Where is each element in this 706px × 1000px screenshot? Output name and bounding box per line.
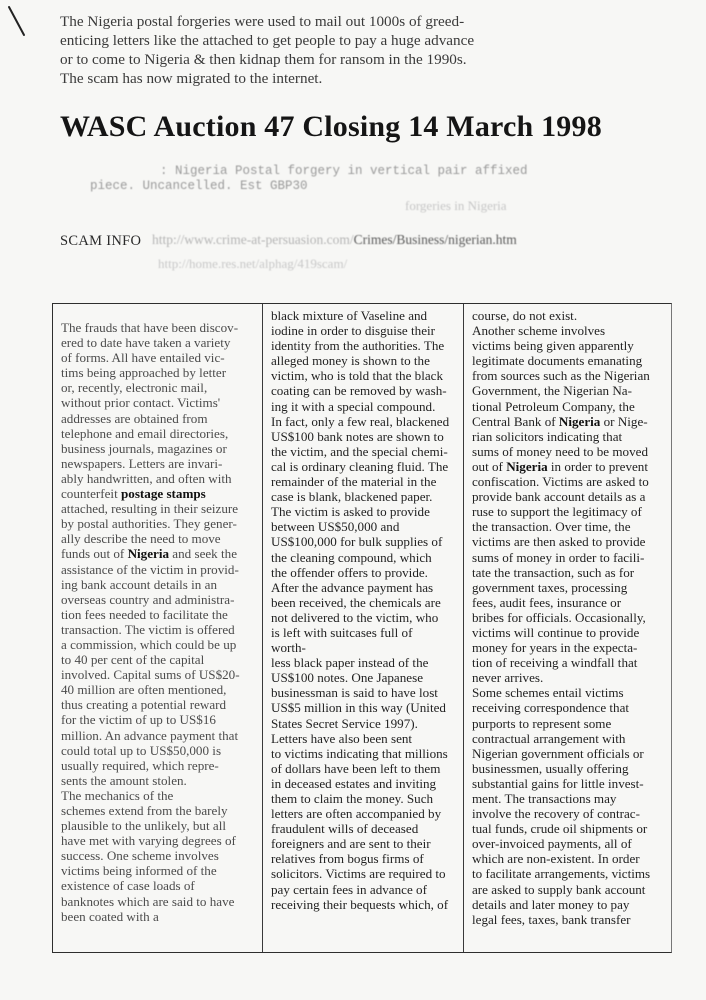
highlight-nigeria: Nigeria (127, 546, 170, 562)
column-3-text-b: or Nige- rian solicitors indicating that sums of money need to be moved out of (472, 413, 649, 474)
article-clipping (52, 303, 672, 953)
lot-description (90, 164, 650, 194)
highlight-postage-stamps: postage stamps (120, 486, 206, 502)
column-1-text-b: attached, resulting in their seizure by postal authorities. They gener- ally describe the need to move funds out of (61, 501, 239, 562)
column-1-text-c: and seek the assistance of the victim in provid- ing bank account details in an overseas country and administra- tion fees needed to facilitate the transaction. The victim is offered a commission, which could be up to 40 per cent of the capital involved. Capital sums of US$20- 40 million are often mentioned, thus creating a potential reward for the victim of up to US$16 million. An advance payment that could total up to US$50,000 is usually required, which repre- sents the amount stolen. The mechanics of the schemes extend from the barely plausible to the unlikely, but all have met with varying degrees of success. One scheme involves victims being informed of the existence of case loads of banknotes which are said to have been coated with a (61, 546, 240, 924)
scam-info-url-1-tail: Crimes/Business/nigerian.htm (353, 232, 517, 247)
article-column-2 (262, 304, 463, 952)
column-1-text (61, 308, 256, 924)
faded-url-text: forgeries in Nigeria (405, 198, 507, 213)
scam-info-section (60, 232, 660, 271)
auction-headline: WASC Auction 47 Closing 14 March 1998 (60, 110, 602, 143)
pen-stroke-mark (6, 4, 28, 38)
article-column-1 (53, 304, 262, 952)
scam-info-url-2: http://home.res.net/alphag/419scam/ (158, 256, 348, 271)
column-1-text-a: The frauds that have been discov- ered to date have taken a variety of forms. All have entailed vic- tims being approached by letter or, recently, electronic mail, without prior contact. Victims' addresses are obtained from telephone and email directories, business journals, magazines or newspapers. Letters are invari- ably handwritten, and often with counterfeit (61, 320, 239, 502)
lot-description-line-2: piece. Uncancelled. Est GBP30 (90, 179, 308, 193)
scam-info-url-1-faded: http://www.crime-at-persuasion.com/ (152, 232, 354, 247)
highlight-nigeria: Nigeria (558, 413, 601, 429)
lot-description-line-1: : Nigeria Postal forgery in vertical pair affixed (160, 164, 528, 178)
highlight-nigeria: Nigeria (506, 458, 548, 474)
intro-note: The Nigeria postal forgeries were used to mail out 1000s of greed-enticing letters like the attached to get people to pay a huge advance or to come to Nigeria & then kidnap them for ransom in the 1990s. The scam has now migrated to the internet. (60, 13, 475, 87)
scam-info-label: SCAM INFO (60, 233, 142, 249)
column-2-text: black mixture of Vaseline and iodine in order to disguise their identity from the authorities. The alleged money is shown to the victim, who is told that the black coating can be removed by wash- ing it with a special compound. In fact, only a few real, blackened US$100 bank notes are shown to the victim, and the special chemi- cal is ordinary cleaning fluid. The remainder of the material in the case is blank, blackened paper. The victim is asked to provide between US$50,000 and US$100,000 for bulk supplies of the cleaning compound, which the offender offers to provide. After the advance payment has been received, the chemicals are not delivered to the victim, who is left with suitcases full of worth- less black paper instead of the US$100 notes. One Japanese businessman is said to have lost US$5 million in this way (United States Secret Service 1997). Letters have also been sent to victims indicating that millions of dollars have been left to them in deceased estates and inviting them to claim the money. Such letters are often accompanied by fraudulent wills of deceased foreigners and are sent to their relatives from bogus firms of solicitors. Victims are required to pay certain fees in advance of receiving their bequests which, of (271, 308, 450, 912)
column-3-text-a: course, do not exist. Another scheme involves victims being given apparently legitimate documents emanating from sources such as the Nigerian Government, the Nigerian Na- tional Petroleum Company, the Central Bank of (472, 308, 650, 429)
article-column-3 (463, 304, 671, 952)
column-3-text-c: in order to prevent confiscation. Victims are asked to provide bank account details as a ruse to support the legitimacy of the transaction. Over time, the victims are then asked to provide sums of money in order to facili- tate the transaction, such as for government taxes, processing fees, audit fees, insurance or bribes for officials. Occasionally, victims will continue to provide money for years in the expecta- tion of receiving a windfall that never arrives. Some schemes entail victims receiving correspondence that purports to represent some contractual arrangement with Nigerian government officials or businessmen, usually offering substantial gains for little invest- ment. The transactions may involve the recovery of contrac- tual funds, crude oil shipments or over-invoiced payments, all of which are non-existent. In order to facilitate arrangements, victims are asked to supply bank account details and later money to pay legal fees, taxes, bank transfer (472, 458, 651, 927)
scam-info-url-1 (152, 232, 517, 248)
column-3-text (472, 308, 665, 927)
